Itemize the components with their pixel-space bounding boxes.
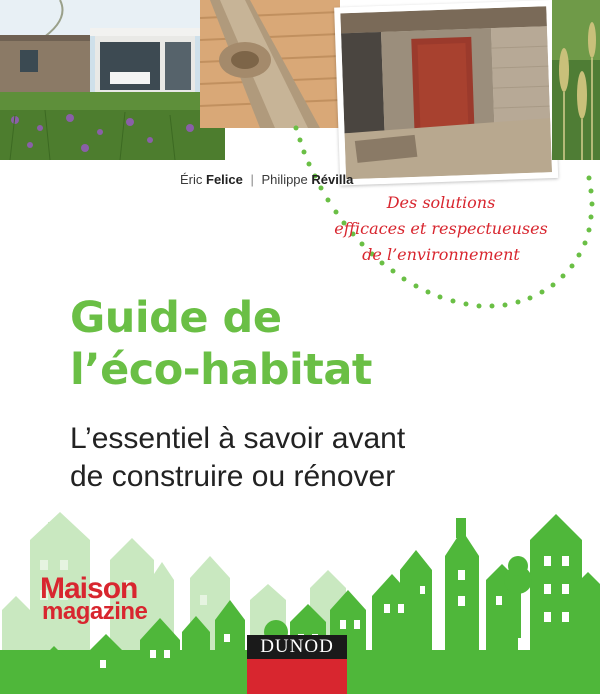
subtitle-line-1: L’essentiel à savoir avant	[70, 422, 406, 455]
author2-last: Révilla	[311, 172, 354, 187]
magazine-logo-line-1: Maison	[40, 572, 138, 605]
authors-line	[180, 172, 353, 187]
author1-first: Éric	[180, 172, 203, 187]
title-line-1: Guide de	[70, 293, 282, 343]
subtitle-line-2: de construire ou rénover	[70, 460, 396, 493]
author1-last: Felice	[206, 172, 243, 187]
publisher-name: DUNOD	[247, 635, 347, 659]
publisher-red-block	[247, 659, 347, 694]
tagline-line-2: efficaces et respectueuses	[334, 219, 548, 238]
magazine-logo-line-2: magazine	[42, 598, 148, 625]
author2-first: Philippe	[261, 172, 308, 187]
title-line-2: l’éco-habitat	[70, 345, 372, 395]
author-separator: |	[250, 172, 254, 187]
publisher-logo	[247, 635, 347, 694]
maison-magazine-logo	[40, 574, 147, 624]
tagline-line-3: de l’environnement	[362, 245, 520, 264]
book-title	[70, 292, 372, 396]
tagline-line-1: Des solutions	[386, 193, 496, 212]
dotted-decoration	[0, 0, 600, 320]
book-subtitle	[70, 420, 405, 496]
tagline	[326, 190, 556, 268]
